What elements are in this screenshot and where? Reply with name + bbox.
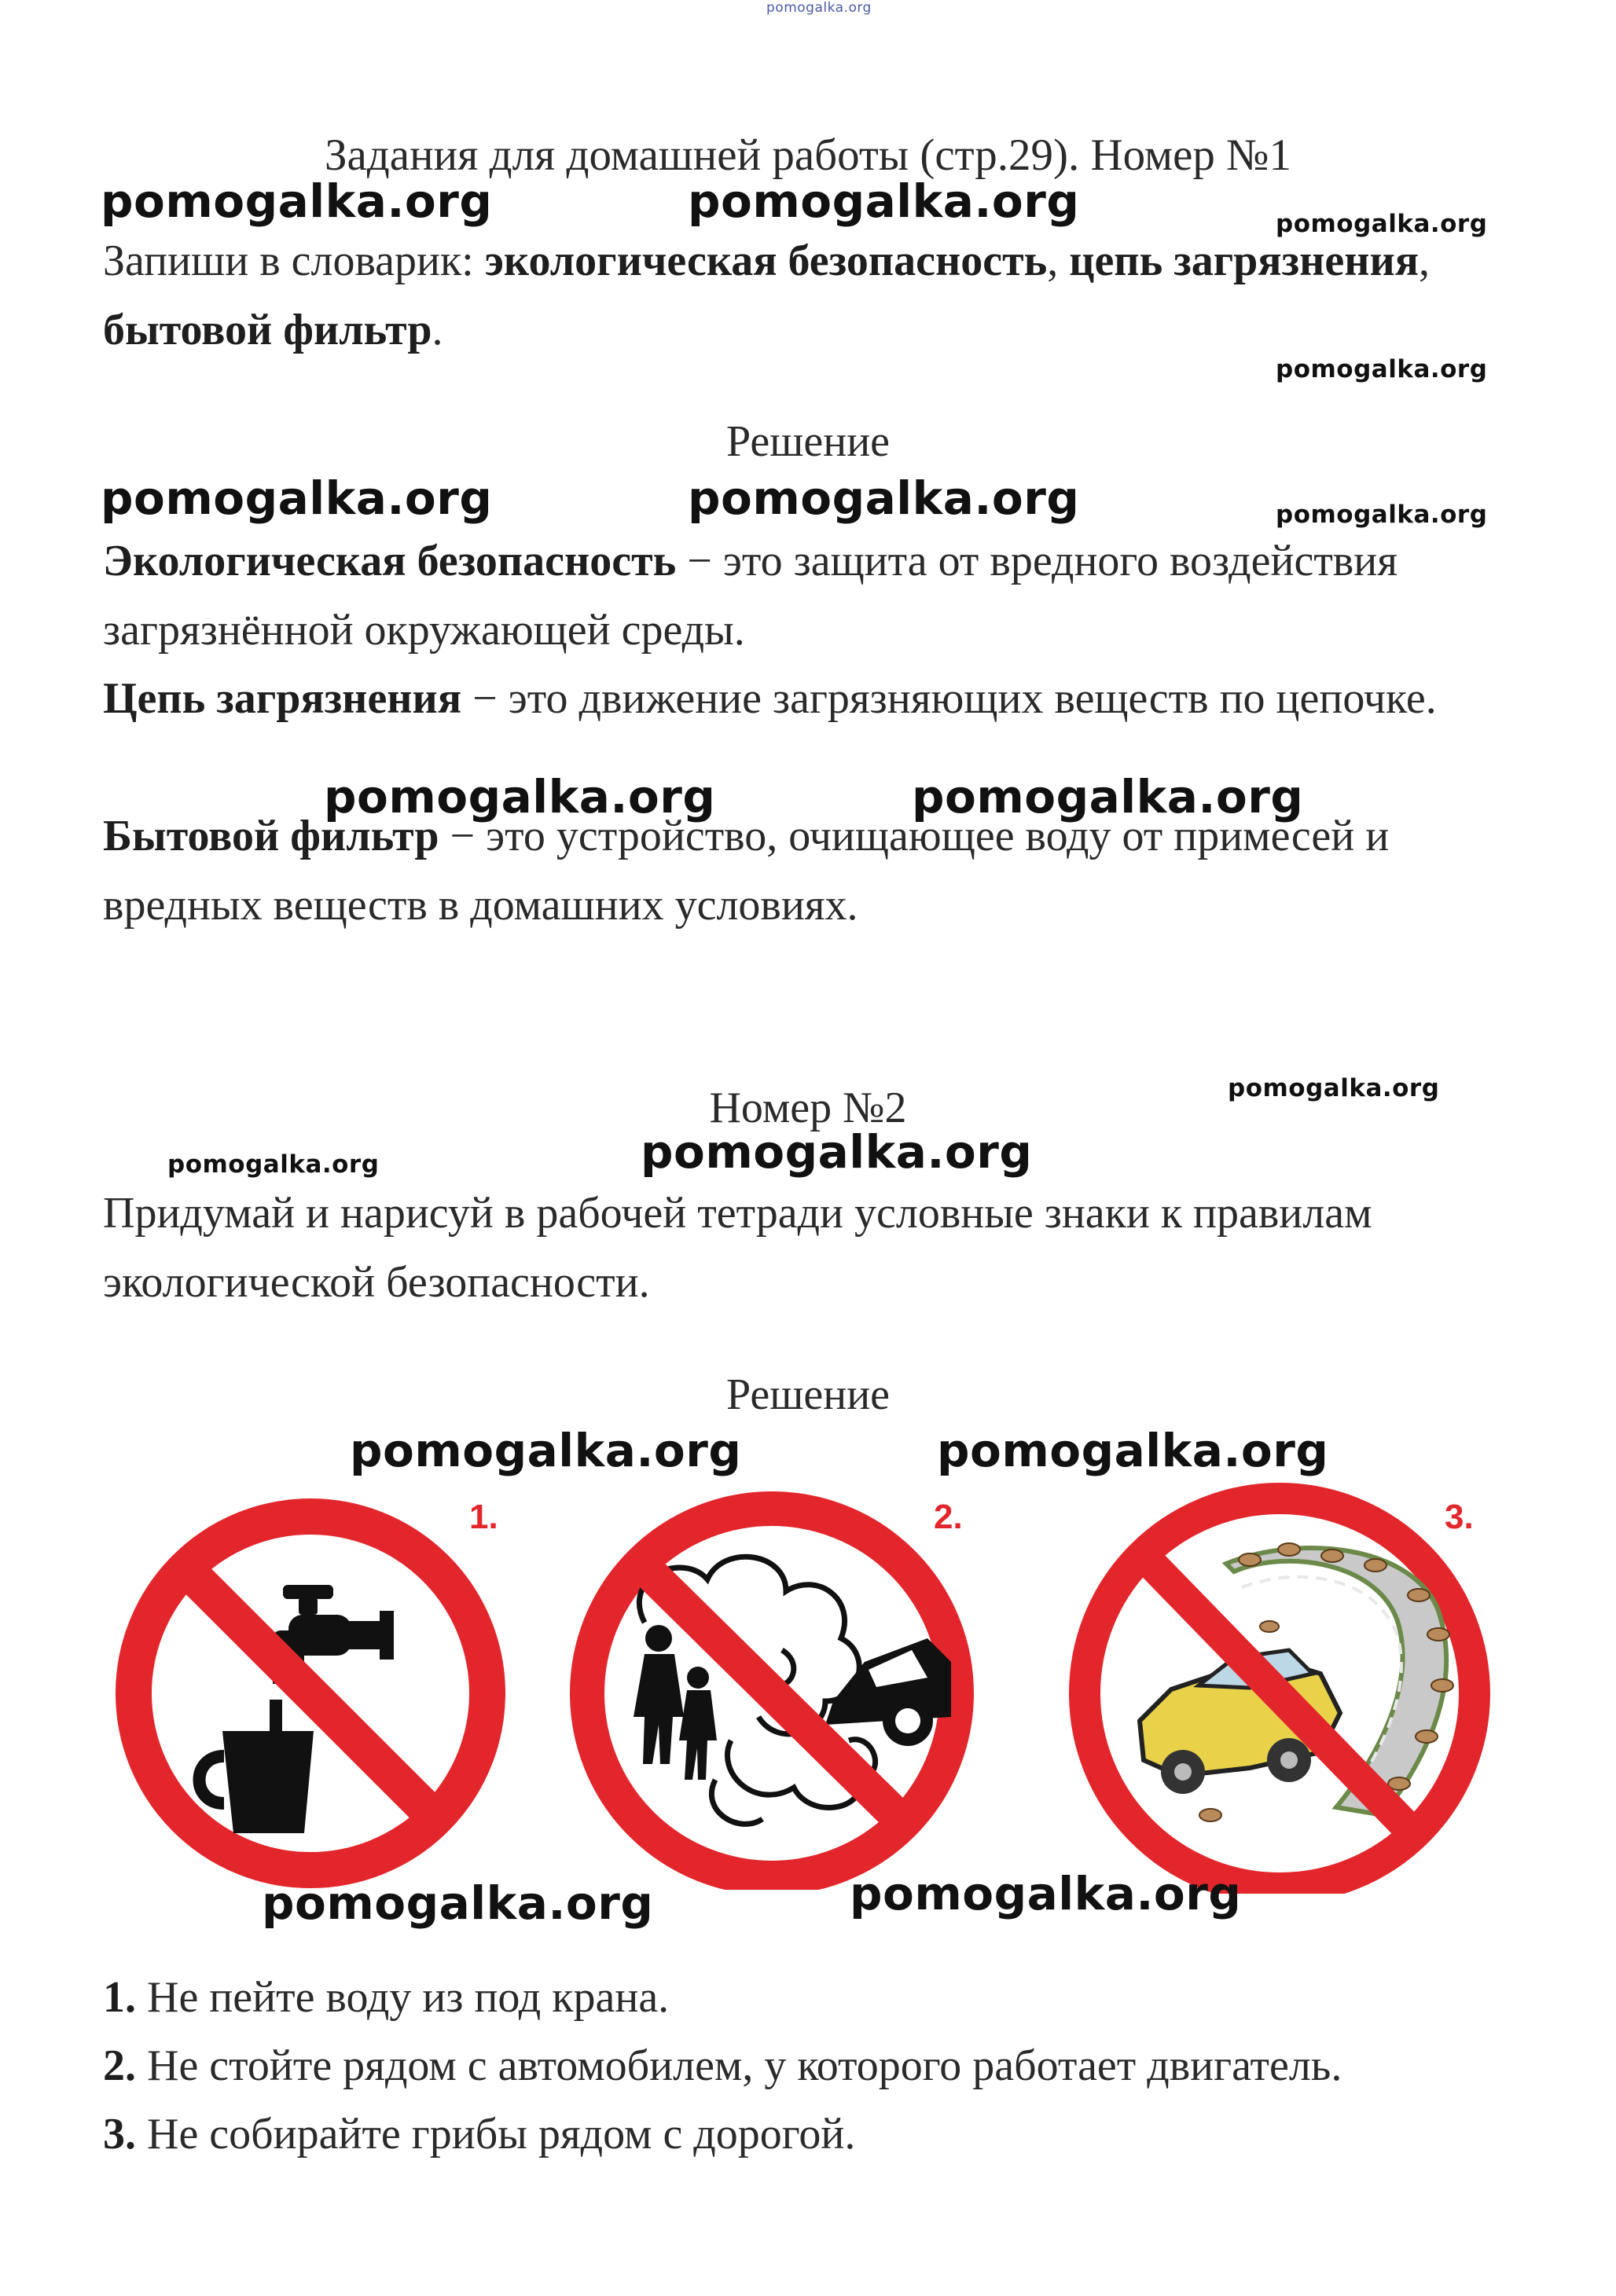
rule-text: Не собирайте грибы рядом с дорогой. (136, 2110, 856, 2158)
solution-label: Решение (725, 1370, 891, 1419)
period: . (432, 306, 443, 354)
watermark: pomogalka.org (167, 1150, 380, 1179)
rule-3 (103, 2100, 1518, 2169)
watermark: pomogalka.org (912, 770, 1304, 823)
watermark: pomogalka.org (937, 1424, 1329, 1477)
sign-number: 3. (1445, 1498, 1474, 1536)
watermark: pomogalka.org (1228, 1074, 1440, 1102)
definition-1 (103, 526, 1518, 665)
rule-text: Не пейте воду из под крана. (136, 1973, 670, 2022)
definition-term: Экологическая безопасность (103, 537, 677, 585)
definition-3 (103, 801, 1518, 940)
definition-2 (103, 664, 1518, 733)
watermark: pomogalka.org (688, 174, 1080, 228)
rule-1 (103, 1963, 1518, 2032)
watermark: pomogalka.org (101, 174, 493, 228)
separator: , (1419, 237, 1431, 285)
definition-text: − это движение загрязняющих веществ по цепочке. (461, 674, 1437, 723)
watermark: pomogalka.org (641, 1125, 1033, 1179)
no-mushroom-picking-near-road-sign (1053, 1477, 1509, 1894)
task2-header: Номер №2 (709, 1084, 907, 1132)
watermark: pomogalka.org (688, 471, 1080, 525)
solution-label: Решение (725, 417, 891, 466)
task2-prompt: Придумай и нарисуй в рабочей тетради условные знаки к правилам экологической безопасности. (103, 1189, 1372, 1307)
definition-term: Цепь загрязнения (103, 674, 462, 723)
watermark: pomogalka.org (1276, 210, 1488, 238)
rule-number: 3. (103, 2110, 136, 2158)
task1-prompt (103, 226, 1518, 365)
definition-term: Бытовой фильтр (103, 812, 439, 860)
rule-2 (103, 2031, 1518, 2100)
no-drinking-tap-water-sign (106, 1481, 531, 1890)
term-2: цепь загрязнения (1069, 237, 1420, 285)
rule-text: Не стойте рядом с автомобилем, у которого работает двигатель. (136, 2041, 1342, 2090)
definition-text: − это устройство, очищающее воду от примесей и вредных веществ в домашних условиях. (103, 812, 1390, 930)
watermark: pomogalka.org (101, 471, 493, 525)
no-standing-near-running-car-sign (558, 1481, 1006, 1890)
prompt-prefix: Запиши в словарик: (103, 237, 485, 285)
watermark: pomogalka.org (1276, 501, 1488, 529)
definition-text: − это защита от вредного воздействия загрязнённой окружающей среды. (103, 537, 1397, 655)
watermark: pomogalka.org (350, 1424, 742, 1477)
term-3: бытовой фильтр (103, 306, 432, 354)
task1-header: Задания для домашней работы (стр.29). Номер №1 (324, 130, 1292, 180)
watermark: pomogalka.org (1276, 355, 1488, 383)
term-1: экологическая безопасность (484, 237, 1048, 285)
sign-number: 1. (469, 1498, 498, 1536)
separator: , (1047, 237, 1070, 285)
watermark: pomogalka.org (262, 1876, 654, 1930)
watermark: pomogalka.org (324, 770, 716, 823)
sign-number: 2. (934, 1498, 963, 1536)
rule-number: 2. (103, 2041, 136, 2090)
watermark: pomogalka.org (850, 1867, 1242, 1920)
top-watermark: pomogalka.org (766, 0, 872, 16)
rule-number: 1. (103, 1973, 136, 2022)
